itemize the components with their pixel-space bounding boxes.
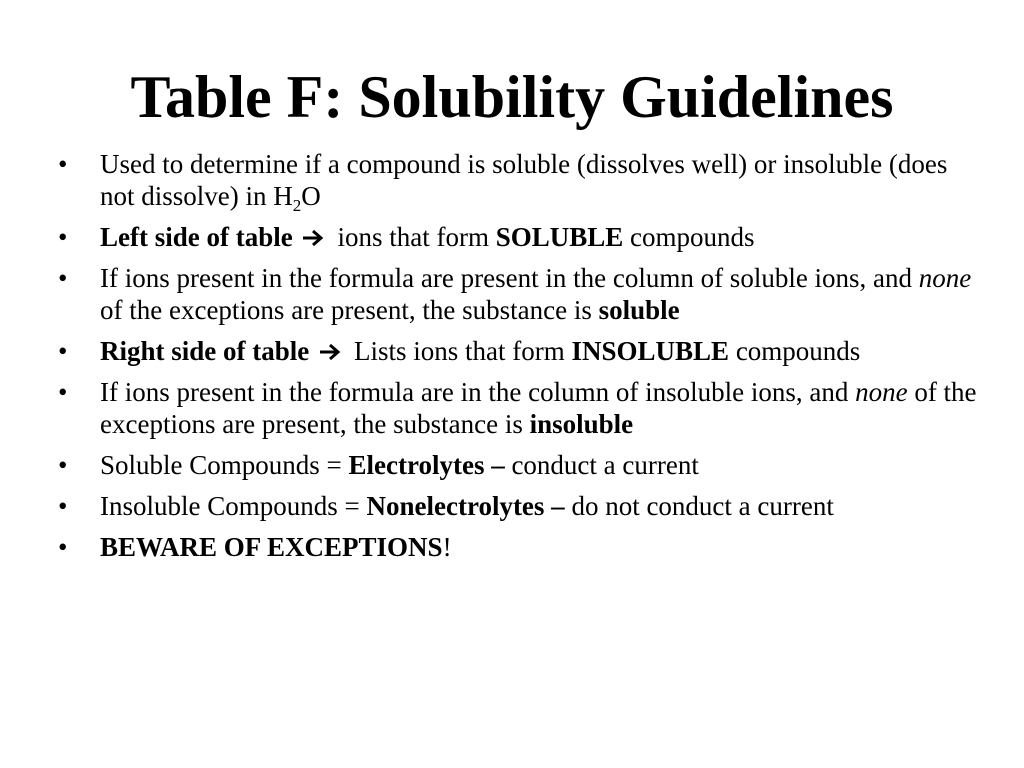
bullet-dot: • — [58, 336, 68, 366]
bullet-text: If ions present in the formula are present in the column of soluble ions, and — [100, 263, 919, 293]
bullet-item-left-side — [58, 221, 978, 253]
bold-text: Nonelectrolytes – — [366, 491, 565, 521]
bold-text: BEWARE OF EXCEPTIONS — [100, 532, 443, 562]
bold-text: soluble — [598, 295, 680, 325]
italic-text: none — [855, 377, 908, 407]
bullet-dot: • — [58, 222, 68, 252]
bullet-text: of the exceptions are present, the substance is — [100, 295, 599, 325]
bullet-item-insoluble-rule — [58, 376, 978, 440]
right-arrow-icon — [301, 229, 325, 247]
italic-text: none — [918, 263, 972, 293]
bullet-dot: • — [58, 532, 68, 562]
bullet-text: ions that form — [337, 222, 496, 252]
bullet-text: Insoluble Compounds = — [100, 491, 367, 521]
bullet-text: O — [301, 181, 321, 211]
bullet-item-beware — [58, 531, 978, 563]
bullet-item-purpose — [58, 148, 978, 215]
bullet-item-electrolytes — [58, 449, 978, 481]
bullet-text: If ions present in the formula are in the column of insoluble ions, and — [100, 377, 856, 407]
bullet-text: do not conduct a current — [564, 491, 834, 521]
bullet-dot: • — [58, 149, 68, 179]
bullet-text: of the exceptions are present, the substance is — [100, 377, 977, 439]
bullet-text: ! — [442, 532, 452, 562]
bold-text: insoluble — [529, 409, 634, 439]
bold-text: Right side of table — [100, 336, 310, 366]
bullet-dot: • — [58, 450, 68, 480]
right-arrow-icon — [318, 343, 342, 361]
subscript-2: 2 — [292, 196, 302, 215]
bullet-text: Used to determine if a compound is soluble (dissolves well) or insoluble (does not dissolve) in H — [100, 149, 948, 211]
bold-text: SOLUBLE — [495, 222, 624, 252]
bullet-item-soluble-rule — [58, 262, 978, 326]
bullet-item-nonelectrolytes — [58, 490, 978, 522]
bullet-dot: • — [58, 377, 68, 407]
bullet-dot: • — [58, 263, 68, 293]
bullet-text: Lists ions that form — [354, 336, 572, 366]
bullet-dot: • — [58, 491, 68, 521]
bullet-text: conduct a current — [504, 450, 699, 480]
bullet-text: compounds — [623, 222, 755, 252]
bullet-item-right-side — [58, 335, 978, 367]
bold-text: INSOLUBLE — [571, 336, 730, 366]
bold-text: Left side of table — [100, 222, 293, 252]
slide-title: Table F: Solubility Guidelines — [130, 64, 894, 130]
bullet-list — [58, 148, 978, 572]
bullet-text: compounds — [729, 336, 861, 366]
bold-text: Electrolytes – — [348, 450, 505, 480]
bullet-text: Soluble Compounds = — [100, 450, 349, 480]
